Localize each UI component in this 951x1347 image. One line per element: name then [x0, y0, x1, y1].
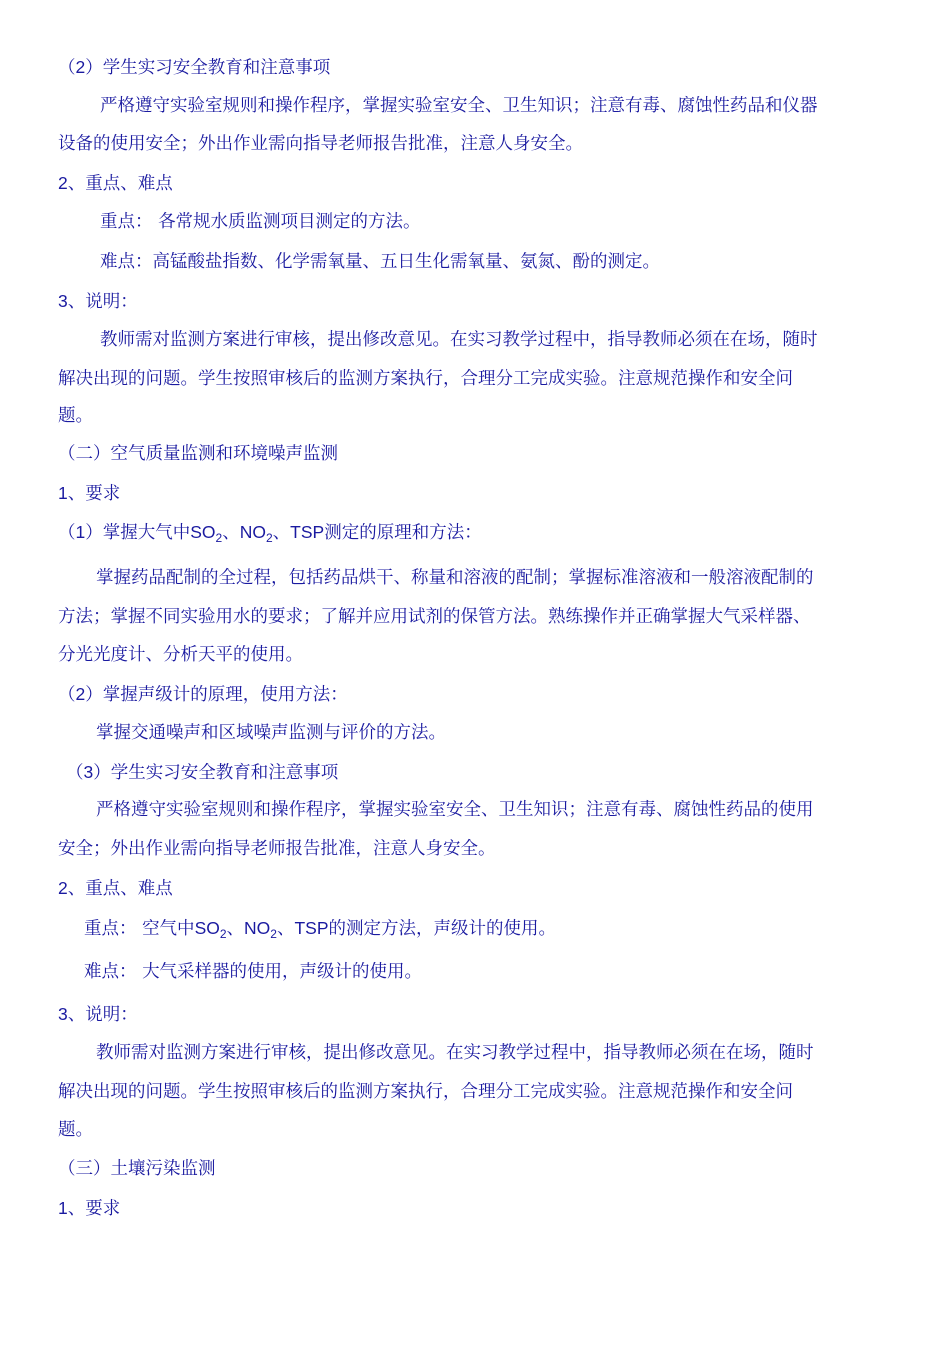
paragraph-line: 解决出现的问题。学生按照审核后的监测方案执行，合理分工完成实验。注意规范操作和安全问	[58, 369, 793, 389]
heading-sound-level-meter: （2）掌握声级计的原理，使用方法：	[58, 684, 348, 705]
paragraph-line: 分光光度计、分析天平的使用。	[58, 645, 303, 665]
heading-safety-education: （2）学生实习安全教育和注意事项	[58, 57, 331, 78]
difficult-point-text: 难点：高锰酸盐指数、化学需氧量、五日生化需氧量、氨氮、酚的测定。	[100, 252, 660, 272]
heading-notes: 3、说明：	[58, 291, 138, 312]
paragraph-line: 解决出现的问题。学生按照审核后的监测方案执行，合理分工完成实验。注意规范操作和安全问	[58, 1082, 793, 1102]
heading-requirements: 1、要求	[58, 483, 121, 504]
paragraph-line: 题。	[58, 406, 93, 426]
paragraph-line: 严格遵守实验室规则和操作程序，掌握实验室安全、卫生知识；注意有毒、腐蚀性药品和仪器	[100, 96, 818, 116]
paragraph-line: 题。	[58, 1120, 93, 1140]
paragraph-line: 方法；掌握不同实验用水的要求；了解并应用试剂的保管方法。熟练操作并正确掌握大气采样器、	[58, 607, 811, 627]
heading-safety-education-2: （3）学生实习安全教育和注意事项	[66, 762, 339, 783]
paragraph-line: 教师需对监测方案进行审核，提出修改意见。在实习教学过程中，指导教师必须在在场，随时	[100, 330, 818, 350]
key-point-text: 重点： 各常规水质监测项目测定的方法。	[100, 212, 421, 232]
key-point-text-2: 重点： 空气中$SO_2$、$NO_2$、TSP的测定方法，声级计的使用。	[84, 918, 557, 941]
paragraph-line: 安全；外出作业需向指导老师报告批准，注意人身安全。	[58, 839, 496, 859]
paragraph-line: 掌握交通噪声和区域噪声监测与评价的方法。	[96, 723, 446, 743]
section-title-soil: （三）土壤污染监测	[58, 1159, 216, 1179]
paragraph-line: 教师需对监测方案进行审核，提出修改意见。在实习教学过程中，指导教师必须在在场，随时	[96, 1043, 814, 1063]
difficult-point-text-2: 难点： 大气采样器的使用，声级计的使用。	[84, 962, 423, 982]
paragraph-line: 掌握药品配制的全过程，包括药品烘干、称量和溶液的配制；掌握标准溶液和一般溶液配制的	[96, 568, 814, 588]
heading-air-measurement: （1）掌握大气中$SO_2$、$NO_2$、TSP测定的原理和方法：	[58, 522, 482, 545]
paragraph-line: 严格遵守实验室规则和操作程序，掌握实验室安全、卫生知识；注意有毒、腐蚀性药品的使用	[96, 800, 814, 820]
paragraph-line: 设备的使用安全；外出作业需向指导老师报告批准，注意人身安全。	[58, 134, 583, 154]
heading-key-points-2: 2、重点、难点	[58, 878, 173, 899]
heading-key-points: 2、重点、难点	[58, 173, 173, 194]
heading-notes-2: 3、说明：	[58, 1004, 138, 1025]
heading-requirements-3: 1、要求	[58, 1198, 121, 1219]
section-title-air-noise: （二）空气质量监测和环境噪声监测	[58, 444, 338, 464]
